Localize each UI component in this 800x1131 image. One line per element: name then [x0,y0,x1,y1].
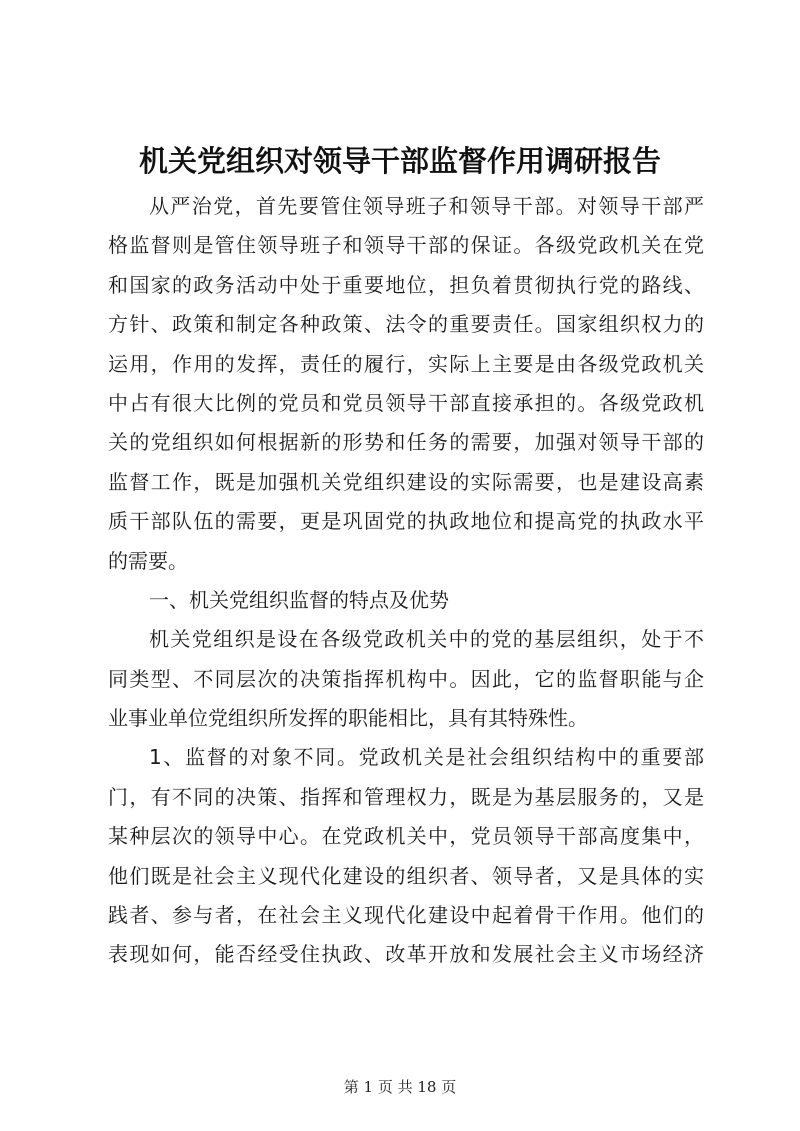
document-body [108,187,704,975]
text-line: 运用，作用的发挥，责任的履行，实际上主要是由各级党政机关 [108,351,704,376]
text-line: 1、监督的对象不同。党政机关是社会组织结构中的重要部 [149,745,704,770]
text-line: 中占有很大比例的党员和党员领导干部直接承担的。各级党政机 [108,390,704,415]
text-line: 格监督则是管住领导班子和领导干部的保证。各级党政机关在党 [108,233,704,258]
document-title: 机关党组织对领导干部监督作用调研报告 [138,144,661,178]
text-line: 机关党组织是设在各级党政机关中的党的基层组织，处于不 [149,627,704,652]
text-line: 践者、参与者，在社会主义现代化建设中起着骨干作用。他们的 [108,903,704,928]
text-line: 的需要。 [108,548,188,573]
text-line: 表现如何，能否经受住执政、改革开放和发展社会主义市场经济 [108,942,704,967]
text-line: 关的党组织如何根据新的形势和任务的需要，加强对领导干部的 [108,430,704,455]
page-number: 第 1 页 共 18 页 [343,1078,457,1096]
text-line: 质干部队伍的需要，更是巩固党的执政地位和提高党的执政水平 [108,509,704,534]
text-line: 业事业单位党组织所发挥的职能相比，具有其特殊性。 [108,706,588,731]
text-line: 门，有不同的决策、指挥和管理权力，既是为基层服务的，又是 [108,784,704,809]
text-line: 他们既是社会主义现代化建设的组织者、领导者，又是具体的实 [108,863,704,888]
text-line: 同类型、不同层次的决策指挥机构中。因此，它的监督职能与企 [108,666,704,691]
section-heading: 一、机关党组织监督的特点及优势 [149,587,449,612]
text-line: 某种层次的领导中心。在党政机关中，党员领导干部高度集中， [108,824,704,849]
text-line: 从严治党，首先要管住领导班子和领导干部。对领导干部严 [149,194,704,218]
text-line: 监督工作，既是加强机关党组织建设的实际需要，也是建设高素 [108,469,704,494]
text-line: 和国家的政务活动中处于重要地位，担负着贯彻执行党的路线、 [108,272,704,297]
text-line: 方针、政策和制定各种政策、法令的重要责任。国家组织权力的 [108,312,704,337]
